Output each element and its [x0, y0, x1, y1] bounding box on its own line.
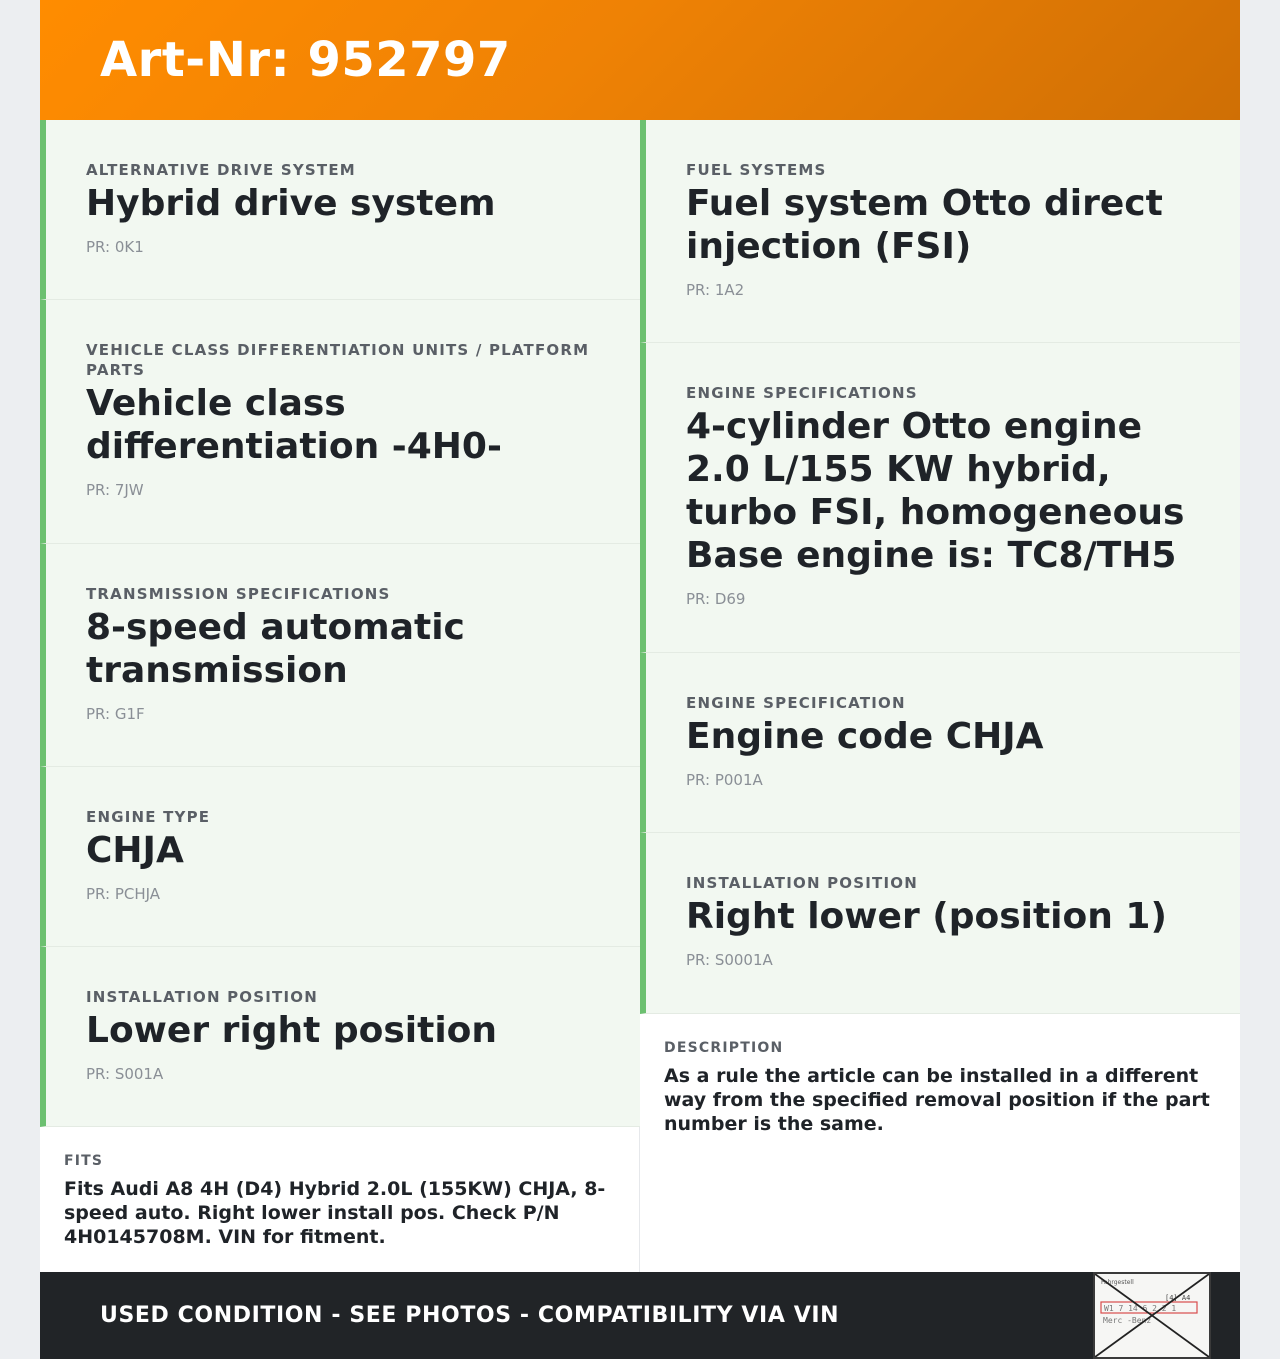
spec-value: Hybrid drive system: [86, 183, 496, 224]
spec-label: ENGINE TYPE: [86, 808, 211, 826]
spec-pr-code: PR: G1F: [86, 705, 145, 723]
footer-bar: [40, 1272, 1240, 1359]
fits-label: FITS: [64, 1153, 104, 1169]
listing-page: [40, 0, 1240, 1359]
description-text: As a rule the article can be installed in a different way from the specified removal position if the part number is the same.: [664, 1065, 1210, 1135]
spec-label: INSTALLATION POSITION: [686, 874, 918, 892]
spec-label: INSTALLATION POSITION: [86, 988, 318, 1006]
spec-pr-code: PR: S0001A: [686, 951, 773, 969]
fits-text: Fits Audi A8 4H (D4) Hybrid 2.0L (155KW) CHJA, 8-speed auto. Right lower install pos. Check P/N 4H0145708M. VIN for fitment.: [64, 1178, 606, 1248]
spec-pr-code: PR: PCHJA: [86, 885, 161, 903]
spec-columns: [40, 120, 1240, 1272]
condition-banner: USED CONDITION - SEE PHOTOS - COMPATIBILITY VIA VIN: [100, 1303, 840, 1328]
spec-value: 8-speed automatic transmission: [86, 607, 465, 691]
spec-pr-code: PR: S001A: [86, 1065, 164, 1083]
spec-pr-code: PR: 0K1: [86, 238, 144, 256]
stamp-text-3: Merc -Benz: [1103, 1316, 1152, 1325]
spec-value: 4-cylinder Otto engine 2.0 L/155 KW hybrid, turbo FSI, homogeneous Base engine is: TC8/TH5: [686, 406, 1185, 576]
spec-card-engine-type: [40, 767, 640, 947]
right-column: [640, 120, 1240, 1272]
description-label: DESCRIPTION: [664, 1040, 784, 1056]
left-column: [40, 120, 640, 1272]
article-number-title: Art-Nr: 952797: [100, 32, 511, 88]
spec-value: Right lower (position 1): [686, 896, 1167, 937]
spec-card-engine-code: [640, 653, 1240, 833]
description-section: [640, 1014, 1240, 1156]
spec-label: VEHICLE CLASS DIFFERENTIATION UNITS / PLATFORM PARTS: [86, 341, 590, 379]
spec-card-engine-specifications: [640, 343, 1240, 653]
vin-plate-image: [1095, 1274, 1209, 1357]
spec-value: Fuel system Otto direct injection (FSI): [686, 183, 1163, 267]
spec-label: ALTERNATIVE DRIVE SYSTEM: [86, 161, 356, 179]
spec-label: TRANSMISSION SPECIFICATIONS: [86, 585, 391, 603]
spec-label: ENGINE SPECIFICATIONS: [686, 384, 918, 402]
spec-value: Vehicle class differentiation -4H0-: [86, 383, 502, 467]
spec-label: ENGINE SPECIFICATION: [686, 694, 906, 712]
spec-pr-code: PR: P001A: [686, 771, 763, 789]
header-bar: [40, 0, 1240, 120]
spec-value: Lower right position: [86, 1010, 498, 1051]
spec-label: FUEL SYSTEMS: [686, 161, 827, 179]
spec-card-installation-position: [40, 947, 640, 1127]
spec-card-alternative-drive: [40, 120, 640, 300]
spec-pr-code: PR: 7JW: [86, 481, 144, 499]
spec-pr-code: PR: D69: [686, 590, 746, 608]
fits-section: [40, 1127, 640, 1272]
stamp-text-1: Fahrgestell: [1101, 1279, 1134, 1286]
spec-value: CHJA: [86, 830, 184, 871]
spec-value: Engine code CHJA: [686, 716, 1044, 757]
spec-card-installation-position-right: [640, 833, 1240, 1014]
spec-card-vehicle-class: [40, 300, 640, 544]
vin-plate-thumbnail[interactable]: [1093, 1272, 1211, 1359]
stamp-text-2: W1 7 14 6 2 2 1: [1104, 1304, 1177, 1313]
spec-card-fuel-systems: [640, 120, 1240, 343]
spec-pr-code: PR: 1A2: [686, 281, 745, 299]
spec-card-transmission: [40, 544, 640, 767]
stamp-text-4: [4] A4: [1165, 1294, 1191, 1302]
